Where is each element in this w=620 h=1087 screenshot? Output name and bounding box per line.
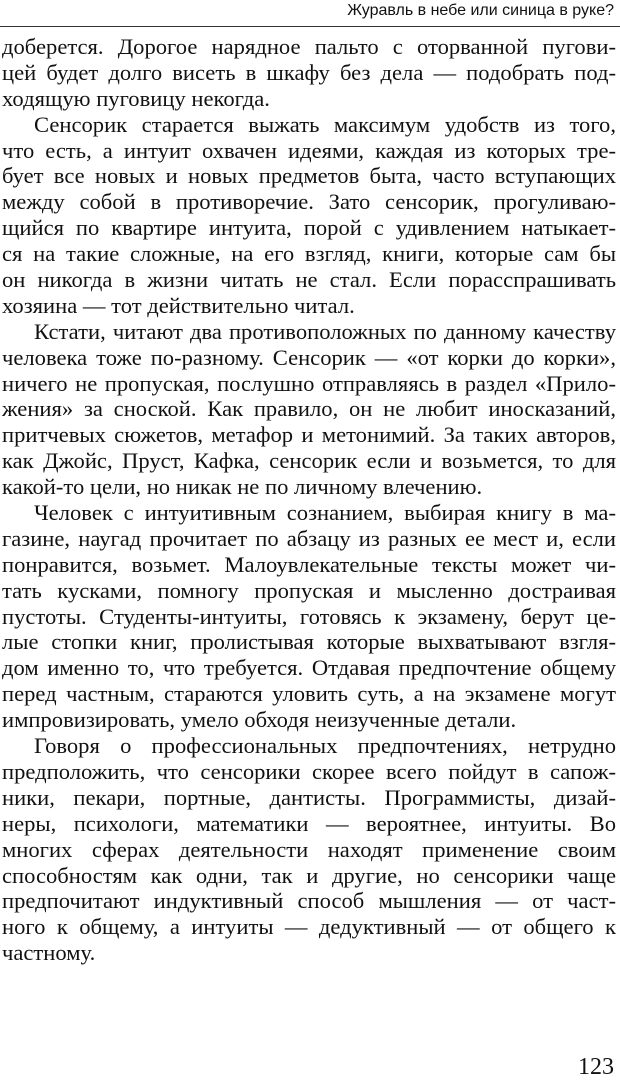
text-line: ничего не пропуская, послушно отправляясь в раздел «Прило- [2, 370, 616, 396]
text-line: многих сферах деятельности находят применение своим [2, 836, 616, 862]
text-line: лые стопки книг, пролистывая которые выхватывают взгля- [2, 629, 616, 655]
page-number: 123 [578, 1054, 614, 1080]
text-line: доберется. Дорогое нарядное пальто с оторванной пугови- [2, 34, 616, 59]
text-line: Говоря о профессиональных предпочтениях, нетрудно [34, 733, 616, 759]
text-line: между собой в противоречие. Зато сенсорик, прогуливаю- [2, 189, 616, 215]
text-line: тать кусками, помногу пропуская и мысленно достраивая [2, 577, 616, 603]
text-line: хозяина — тот действительно читал. [2, 292, 355, 318]
text-line: ники, пекари, портные, дантисты. Программисты, дизай- [2, 784, 616, 810]
text-line: ходящую пуговицу некогда. [2, 85, 270, 111]
text-line: Кстати, читают два противоположных по данному качеству [34, 318, 616, 344]
text-line: понравится, возьмет. Малоувлекательные тексты может чи- [2, 551, 616, 577]
text-line: ся на такие сложные, на его взгляд, книги, которые сам бы [2, 241, 616, 267]
text-line: предпочитают индуктивный способ мышления — от част- [2, 888, 616, 914]
text-line: цей будет долго висеть в шкафу без дела — подобрать под- [2, 59, 616, 85]
text-line: дом именно то, что требуется. Отдавая предпочтение общему [2, 655, 616, 681]
header-rule [0, 26, 620, 27]
text-line: способностям как одни, так и другие, но сенсорики чаще [2, 862, 616, 888]
text-line: Сенсорик старается выжать максимум удобств из того, [34, 111, 616, 137]
text-line: бует все новых и новых предметов быта, часто вступающих [2, 163, 616, 189]
text-line: частному. [2, 940, 96, 966]
running-header: Журавль в небе или синица в руке? [347, 2, 614, 19]
text-line: он никогда в жизни читать не стал. Если порасспрашивать [2, 267, 616, 293]
text-line: импровизировать, умело обходя неизученные детали. [2, 707, 517, 733]
body-text [2, 34, 616, 966]
text-line: предположить, что сенсорики скорее всего пойдут в сапож- [2, 758, 616, 784]
text-line: газине, наугад прочитает по абзацу из разных ее мест и, если [2, 525, 616, 551]
text-line: неры, психологи, математики — вероятнее, интуиты. Во [2, 810, 616, 836]
text-line: пустоты. Студенты-интуиты, готовясь к экзамену, берут це- [2, 603, 616, 629]
text-line: притчевых сюжетов, метафор и метонимий. За таких авторов, [2, 422, 616, 448]
text-line: перед частным, стараются уловить суть, а на экзамене могут [2, 681, 616, 707]
text-line: какой-то цели, но никак не по личному влечению. [2, 474, 483, 500]
text-line: что есть, а интуит охвачен идеями, каждая из которых тре- [2, 137, 616, 163]
text-line: щийся по квартире интуита, порой с удивлением натыкает- [2, 215, 616, 241]
text-line: жения» за сноской. Как правило, он не любит иносказаний, [2, 396, 616, 422]
text-line: человека тоже по-разному. Сенсорик — «от корки до корки», [2, 344, 616, 370]
text-line: ного к общему, а интуиты — дедуктивный — от общего к [2, 914, 616, 940]
text-line: как Джойс, Пруст, Кафка, сенсорик если и возьмется, то для [2, 448, 616, 474]
text-line: Человек с интуитивным сознанием, выбирая книгу в ма- [34, 500, 616, 526]
